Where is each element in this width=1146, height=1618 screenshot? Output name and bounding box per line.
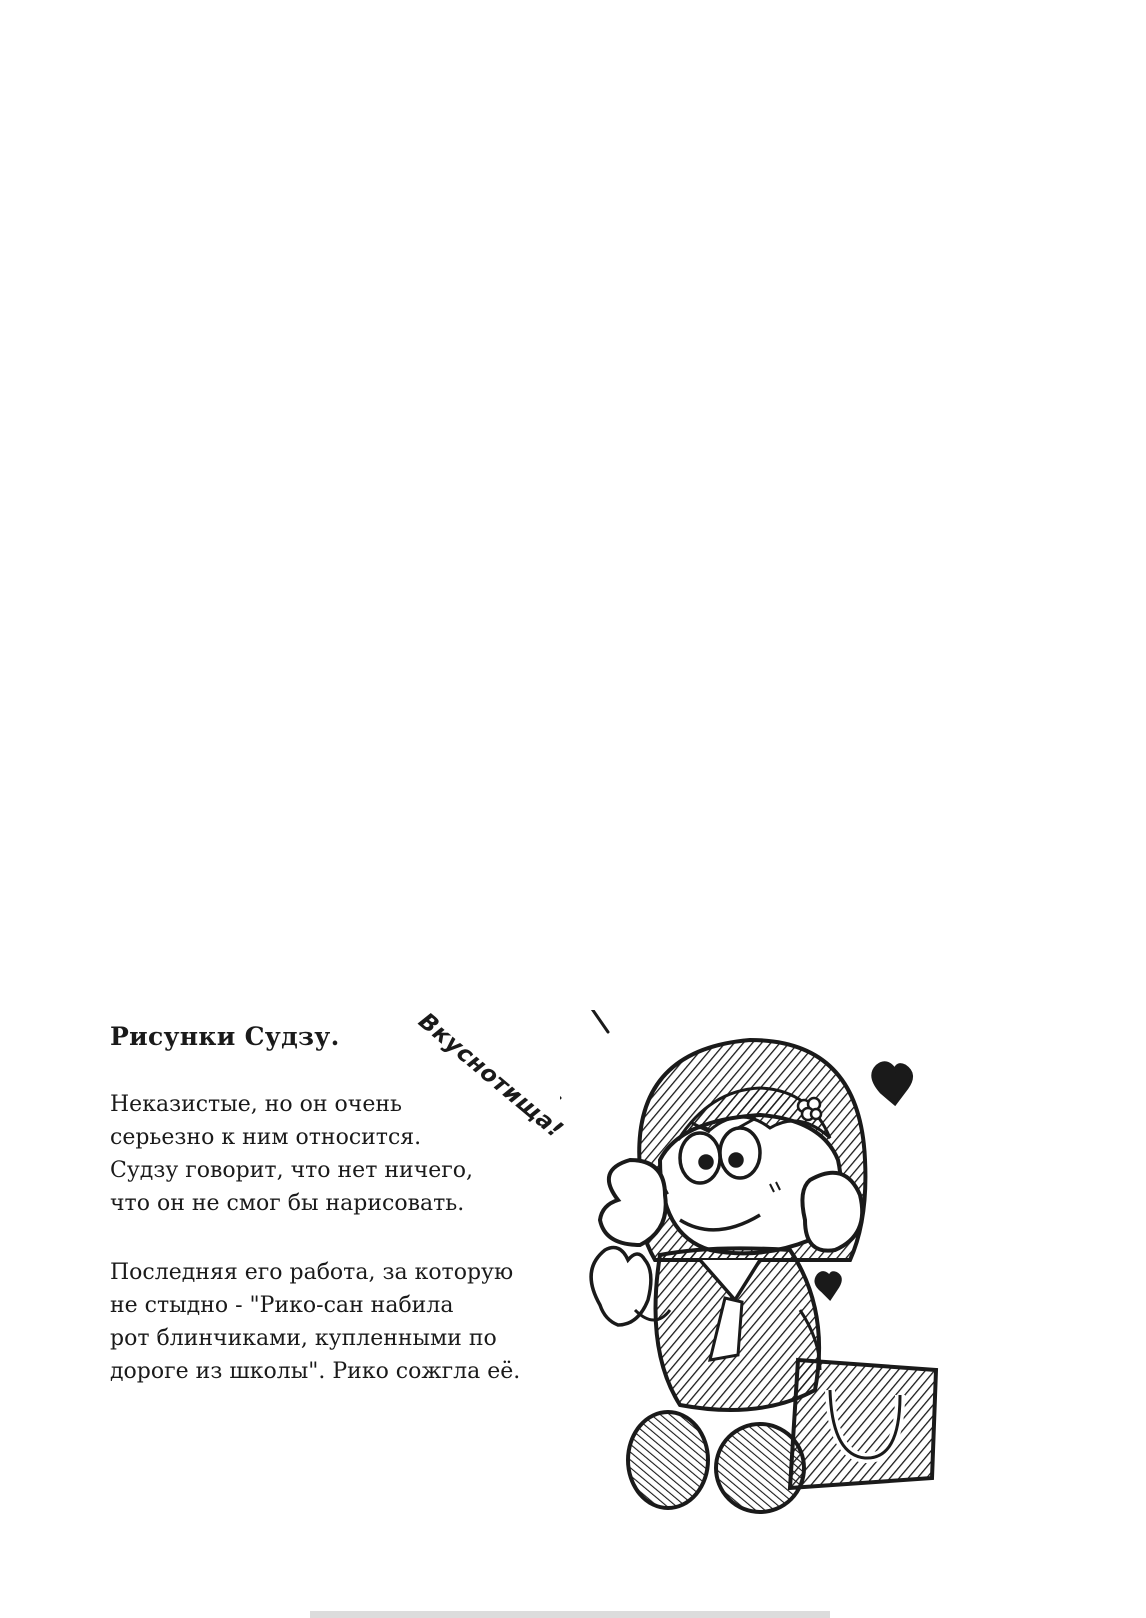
body <box>591 1248 820 1410</box>
heart-icon <box>873 1063 912 1104</box>
feet <box>628 1412 804 1512</box>
clover-hairclip-icon <box>798 1098 821 1120</box>
chibi-rico-illustration <box>560 1010 980 1530</box>
speech-lines <box>560 1010 608 1098</box>
school-bag-icon <box>790 1360 936 1488</box>
cropped-text-remnant <box>310 1608 830 1618</box>
note-paragraph-1: Неказистые, но он очень серьезно к ним относится. Судзу говорит, что нет ничего, что он не смог бы нарисовать. <box>110 1092 474 1216</box>
heart-icon <box>816 1272 841 1299</box>
note-title: Рисунки Судзу. <box>110 1022 340 1051</box>
note-paragraph-2: Последняя его работа, за которую не стыдно - "Рико-сан набила рот блинчиками, купленными по дороге из школы". Рико сожгла её. <box>110 1260 521 1384</box>
exclamation-text: Вкуснотища! <box>413 1008 568 1144</box>
